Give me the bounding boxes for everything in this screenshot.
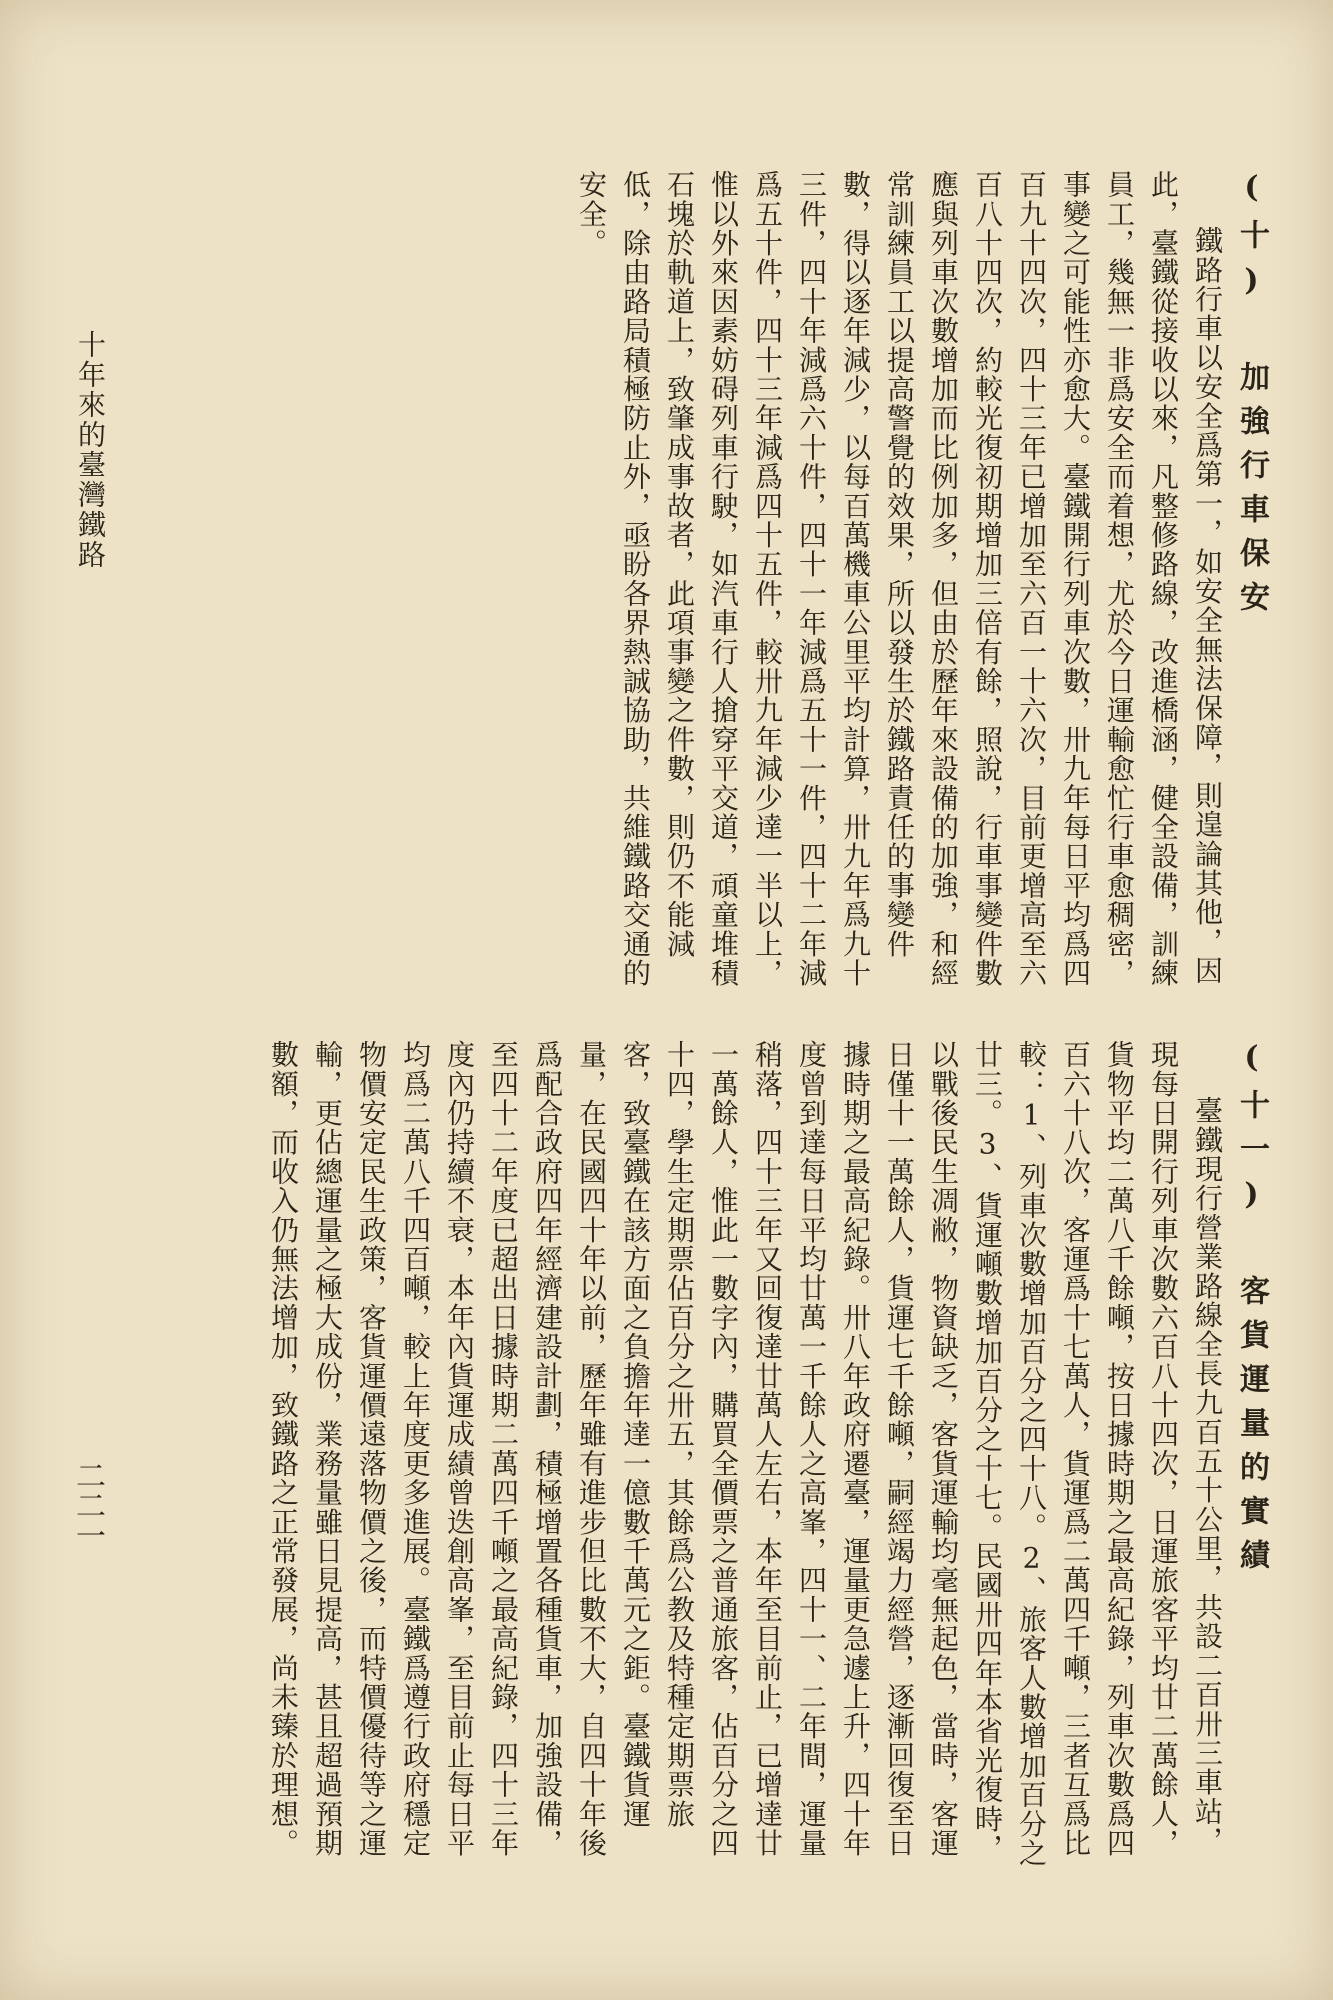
- running-title: 十年來的臺灣鐵路: [74, 330, 107, 570]
- section-10-paragraph: 鐵路行車以安全爲第一，如安全無法保障，則遑論其他，因此，臺鐵從接收以來，凡整修路線，改進橋涵，健全設備，訓練員工，幾無一非爲安全而着想，尤於今日運輸愈忙行車愈稠密，事變之可能性亦愈大。臺鐵開行列車次數，卅九年每日平均爲四百九十四次，四十三年已增加至六百一十六次，目前更增高至六百八十四次，約較光復初期增加三倍有餘，照說，行車事變件數應與列車次數增加而比例加多，但由於歷年來設備的加強，和經常訓練員工以提高警覺的效果，所以發生於鐵路責任的事變件數，得以逐年減少，以每百萬機車公里平均計算，卅九年爲九十三件，四十年減爲六十件，四十一年減爲五十一件，四十二年減爲五十件，四十三年減爲四十五件，較卅九年減少達一半以上，惟以外來因素妨碍列車行駛，如汽車行人搶穿平交道，頑童堆積石塊於軌道上，致肇成事故者，此項事變之件數，則仍不能減低，除由路局積極防止外，亟盼各界熱誠協助，共維鐵路交通的安全。: [575, 170, 1224, 988]
- section-10: [553, 170, 1273, 990]
- section-11-heading: (十一) 客貨運量的實績: [1234, 1040, 1269, 1583]
- section-11: [267, 1040, 1273, 1880]
- section-10-heading: (十) 加強行車保安: [1234, 170, 1269, 625]
- page-number: 二二一: [70, 1460, 105, 1550]
- section-11-paragraph: 臺鐵現行營業路線全長九百五十公里，共設二百卅三車站，現每日開行列車次數六百八十四次，日運旅客平均廿二萬餘人，貨物平均二萬八千餘噸，按日據時期之最高紀錄，列車次數爲四百六十八次，客運爲十七萬人，貨運爲二萬四千噸，三者互爲比較：1、列車次數增加百分之四十八。2、旅客人數增加百分之廿三。3、貨運噸數增加百分之十七。民國卅四年本省光復時，以戰後民生凋敝，物資缺乏，客貨運輸均毫無起色，當時，客運日僅十一萬餘人，貨運七千餘噸，嗣經竭力經營，逐漸回復至日據時期之最高紀錄。卅八年政府遷臺，運量更急遽上升，四十年度曾到達每日平均廿萬一千餘人之高峯，四十一、二年間，運量稍落，四十三年又回復達廿萬人左右，本年至目前止，已增達廿一萬餘人，惟此一數字內，購買全價票之普通旅客，佔百分之四十四，學生定期票佔百分之卅五，其餘爲公教及特種定期票旅客，致臺鐵在該方面之負擔年達一億數千萬元之鉅。臺鐵貨運量，在民國四十年以前，歷年雖有進步但比數不大，自四十年後爲配合政府四年經濟建設計劃，積極增置各種貨車，加強設備，至四十二年度已超出日據時期二萬四千噸之最高紀錄，四十三年度內仍持續不衰，本年內貨運成績曾迭創高峯，至目前止每日平均爲二萬八千四百噸，較上年度更多進展。臺鐵爲遵行政府穩定物價安定民生政策，客貨運價遠落物價之後，而特價優待等之運輸，更佔總運量之極大成份，業務量雖日見提高，甚且超過預期數額，而收入仍無法增加，致鐵路之正常發展，尚未臻於理想。: [267, 1040, 1224, 1868]
